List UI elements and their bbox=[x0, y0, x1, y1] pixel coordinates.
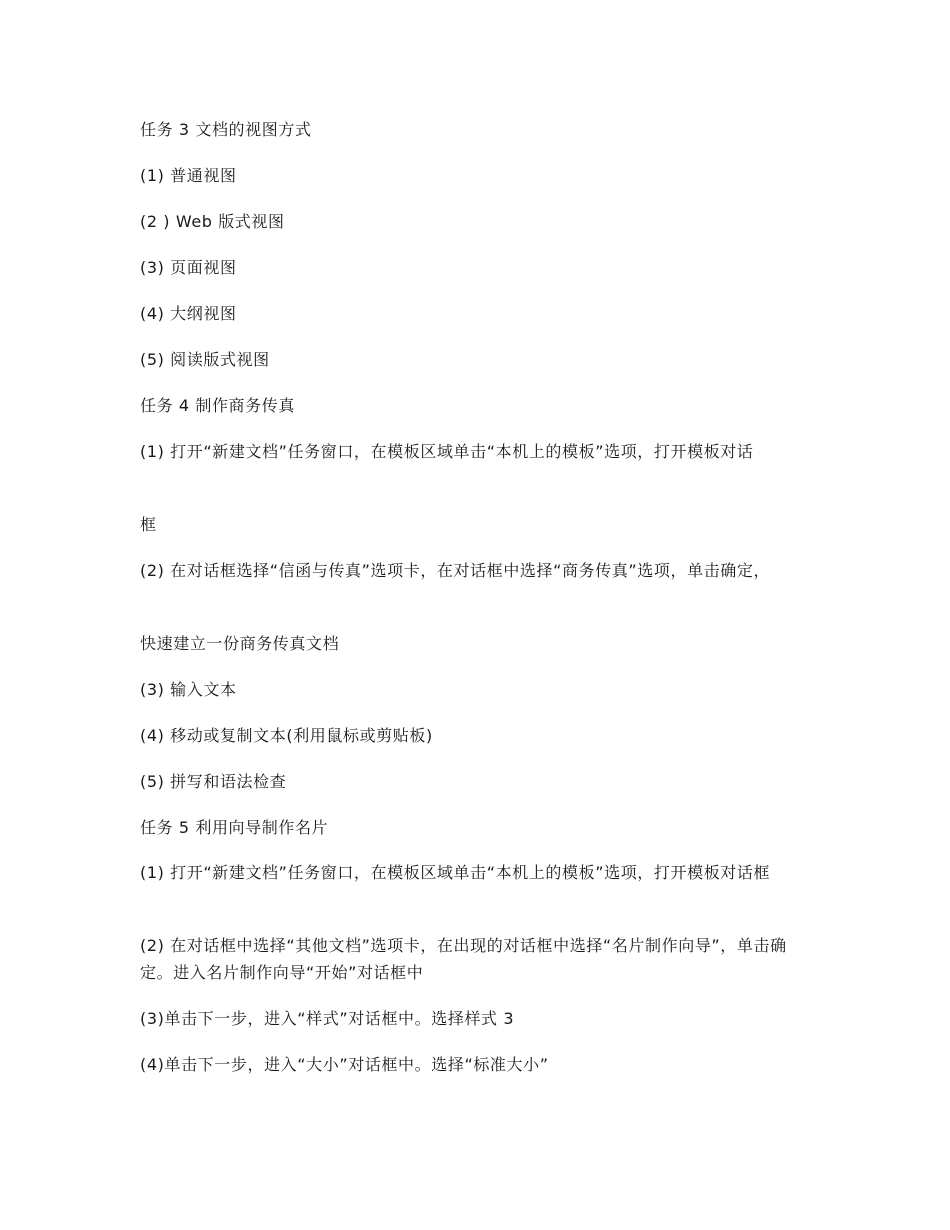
heading-task-4: 任务 4 制作商务传真 bbox=[140, 396, 295, 415]
list-item-web-view: (2 ) Web 版式视图 bbox=[140, 212, 285, 231]
list-item-page-view: (3) 页面视图 bbox=[140, 258, 237, 277]
paragraph-task-5-step-1: (1) 打开“新建文档”任务窗口，在模板区域单击“本机上的模板”选项，打开模板对话框 bbox=[140, 863, 771, 882]
paragraph-task-4-step-2: (2) 在对话框选择“信函与传真”选项卡，在对话框中选择“商务传真”选项，单击确定， bbox=[140, 561, 771, 580]
paragraph-task-5-step-4: (4)单击下一步，进入“大小”对话框中。选择“标准大小” bbox=[140, 1055, 549, 1074]
list-item-outline-view: (4) 大纲视图 bbox=[140, 304, 237, 323]
paragraph-task-5-step-2: (2) 在对话框中选择“其他文档”选项卡，在出现的对话框中选择“名片制作向导”，单击确定。进入名片制作向导“开始”对话框中 bbox=[140, 936, 787, 982]
heading-task-5: 任务 5 利用向导制作名片 bbox=[140, 818, 329, 837]
heading-task-3: 任务 3 文档的视图方式 bbox=[140, 120, 312, 139]
list-item-move-copy-text: (4) 移动或复制文本(利用鼠标或剪贴板) bbox=[140, 726, 433, 745]
paragraph-task-4-step-1-continued: 框 bbox=[140, 515, 157, 534]
list-item-spell-check: (5) 拼写和语法检查 bbox=[140, 772, 287, 791]
list-item-input-text: (3) 输入文本 bbox=[140, 680, 237, 699]
paragraph-task-4-step-1: (1) 打开“新建文档”任务窗口，在模板区域单击“本机上的模板”选项，打开模板对话 bbox=[140, 442, 754, 461]
paragraph-task-5-step-3: (3)单击下一步，进入“样式”对话框中。选择样式 3 bbox=[140, 1009, 515, 1028]
paragraph-task-4-step-2-continued: 快速建立一份商务传真文档 bbox=[140, 634, 340, 653]
list-item-reading-view: (5) 阅读版式视图 bbox=[140, 350, 270, 369]
list-item-normal-view: (1) 普通视图 bbox=[140, 166, 237, 185]
